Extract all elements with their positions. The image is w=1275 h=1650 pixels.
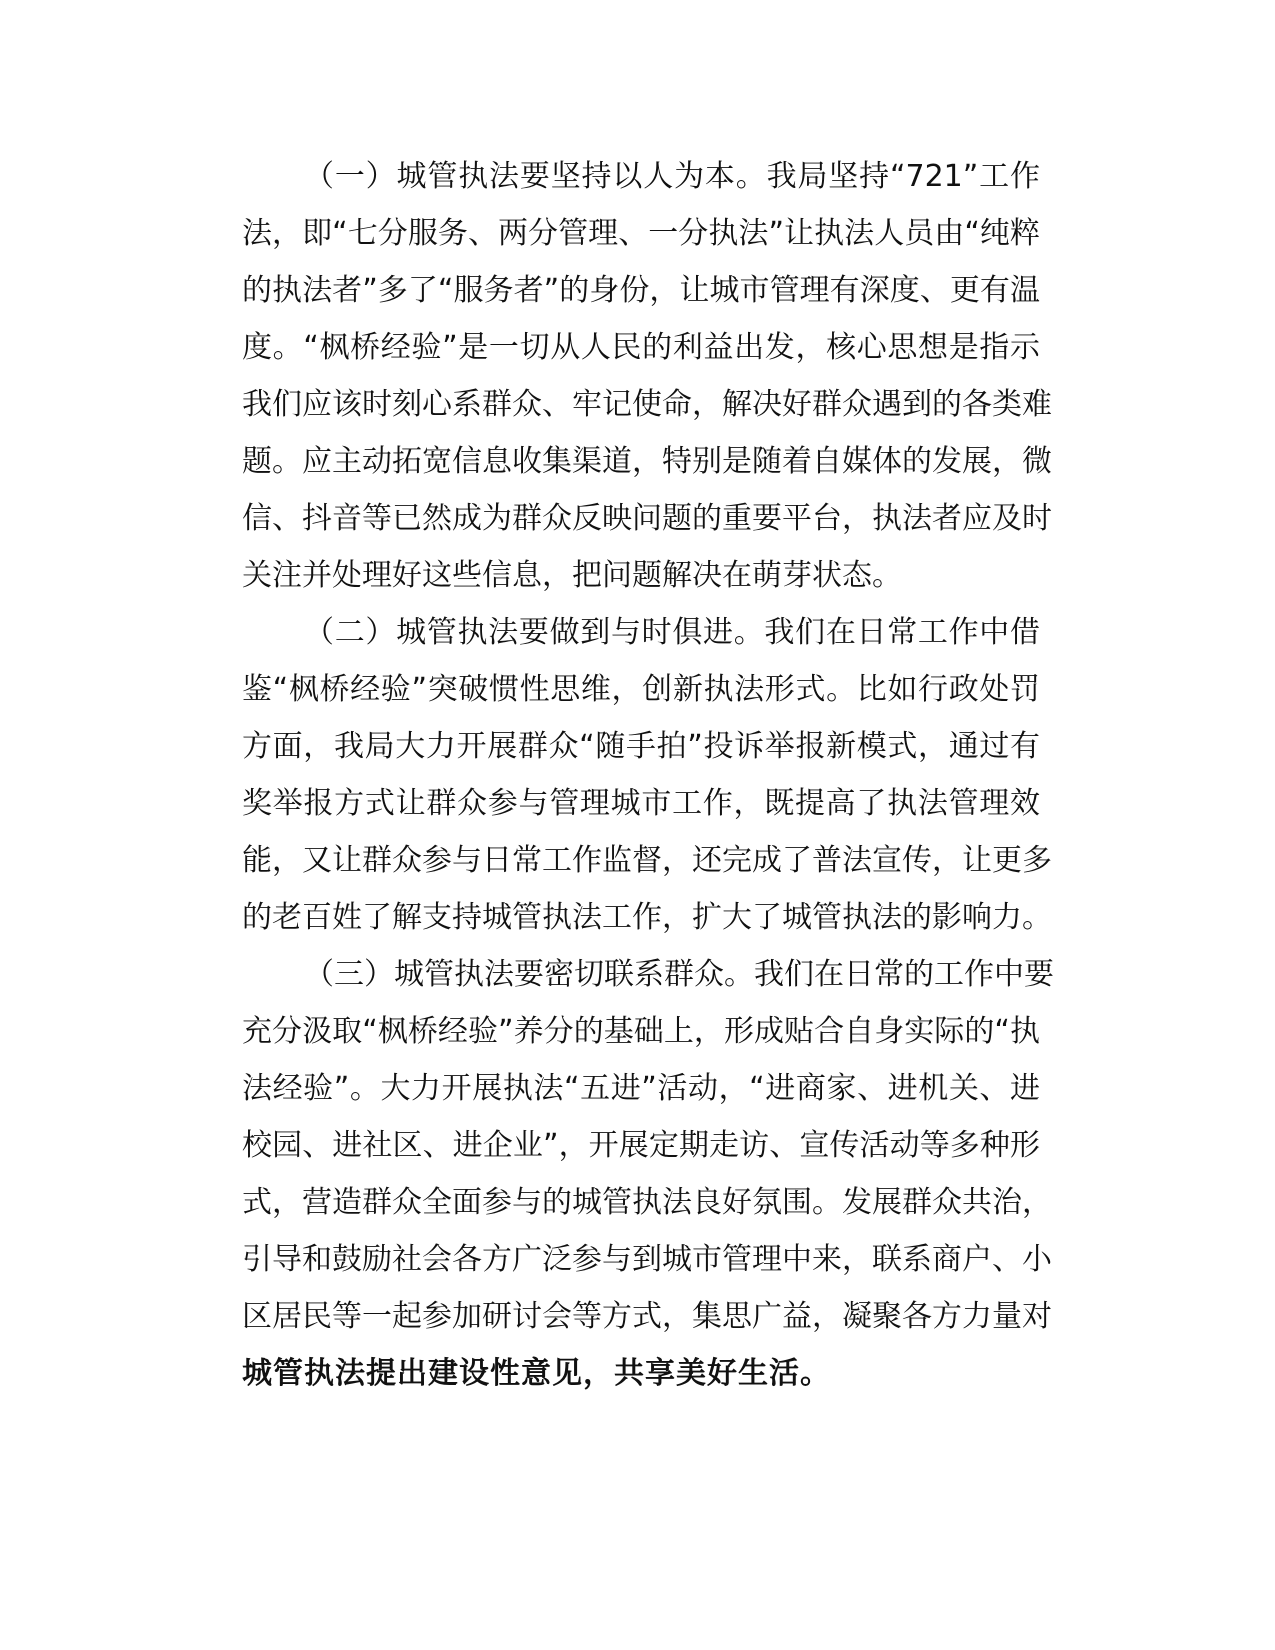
paragraph-line: 方面，我局大力开展群众“随手拍”投诉举报新模式，通过有 <box>242 729 1040 764</box>
paragraph-3 <box>180 946 1054 1402</box>
paragraph-line: 的老百姓了解支持城管执法工作，扩大了城管执法的影响力。 <box>242 900 1052 935</box>
paragraph-line: 鉴“枫桥经验”突破惯性思维，创新执法形式。比如行政处罚 <box>242 672 1040 707</box>
paragraph-2 <box>180 604 1052 946</box>
paragraph-line: 的执法者”多了“服务者”的身份，让城市管理有深度、更有温 <box>242 273 1040 308</box>
paragraph-line: 奖举报方式让群众参与管理城市工作，既提高了执法管理效 <box>242 786 1040 821</box>
paragraph-line: 法经验”。大力开展执法“五进”活动，“进商家、进机关、进 <box>242 1071 1040 1106</box>
paragraph-line: 充分汲取“枫桥经验”养分的基础上，形成贴合自身实际的“执 <box>242 1014 1040 1049</box>
paragraph-line: 能，又让群众参与日常工作监督，还完成了普法宣传，让更多 <box>242 843 1052 878</box>
paragraph-line: 区居民等一起参加研讨会等方式，集思广益，凝聚各方力量对 <box>242 1299 1052 1334</box>
paragraph-line: 式，营造群众全面参与的城管执法良好氛围。发展群众共治， <box>242 1185 1052 1220</box>
paragraph-line: 关注并处理好这些信息，把问题解决在萌芽状态。 <box>242 558 902 593</box>
document-body <box>180 148 1054 1402</box>
paragraph-line: 校园、进社区、进企业”，开展定期走访、宣传活动等多种形 <box>242 1128 1040 1163</box>
paragraph-line: 引导和鼓励社会各方广泛参与到城市管理中来，联系商户、小 <box>242 1242 1052 1277</box>
paragraph-line: 法，即“七分服务、两分管理、一分执法”让执法人员由“纯粹 <box>242 216 1040 251</box>
paragraph-1 <box>180 148 1052 604</box>
paragraph-line: 我们应该时刻心系群众、牢记使命，解决好群众遇到的各类难 <box>242 387 1052 422</box>
paragraph-line: 信、抖音等已然成为群众反映问题的重要平台，执法者应及时 <box>242 501 1052 536</box>
paragraph-line: （二）城管执法要做到与时俱进。我们在日常工作中借 <box>304 615 1040 650</box>
paragraph-line: 城管执法提出建设性意见，共享美好生活。 <box>242 1356 831 1391</box>
paragraph-line: （一）城管执法要坚持以人为本。我局坚持“721”工作 <box>304 159 1040 194</box>
paragraph-line: （三）城管执法要密切联系群众。我们在日常的工作中要 <box>304 957 1054 992</box>
paragraph-line: 题。应主动拓宽信息收集渠道，特别是随着自媒体的发展，微 <box>242 444 1052 479</box>
paragraph-line: 度。“枫桥经验”是一切从人民的利益出发，核心思想是指示 <box>242 330 1040 365</box>
